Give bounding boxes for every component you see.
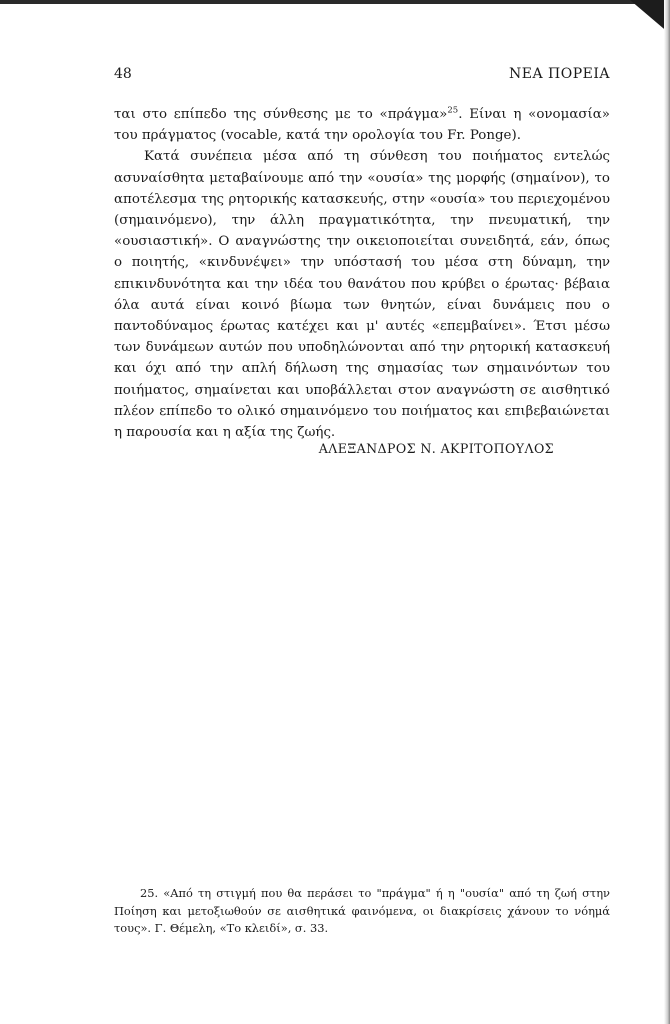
paragraph-continuation-text: ται στο επίπεδο της σύνθεσης με το «πράγμα»: [114, 107, 448, 122]
footnote: [114, 885, 610, 938]
paragraph-continuation-text-after: . Είναι η «ονομασία» του πράγματος (vocable, κατά την ορολογία του Fr. Ponge).: [114, 107, 610, 144]
page-number: 48: [114, 66, 132, 82]
page-header: [114, 66, 610, 90]
article-body: [114, 104, 610, 443]
footnote-reference: 25: [447, 105, 459, 116]
author-signature: ΑΛΕΞΑΝΔΡΟΣ Ν. ΑΚΡΙΤΟΠΟΥΛΟΣ: [318, 441, 554, 456]
footnote-text: 25. «Από τη στιγμή που θα περάσει το "πράγμα" ή η "ουσία" από τη ζωή στην Ποίηση και μετοξιωθούν σε αισθητικά φαινόμενα, οι διακρίσεις χάνουν το νόημά τους». Γ. Θέμελη, «Το κλειδί», σ. 33.: [114, 886, 610, 935]
paragraph-continuation: [114, 104, 610, 146]
scan-edge-right: [664, 0, 670, 1024]
running-title: ΝΕΑ ΠΟΡΕΙΑ: [509, 66, 610, 82]
scan-edge-top: [0, 0, 670, 4]
paragraph-main: Κατά συνέπεια μέσα από τη σύνθεση του ποιήματος εντελώς ασυναίσθητα μεταβαίνουμε από την «ουσία» της μορφής (σημαίνον), το αποτέλεσμα της ρητορικής κατασκευής, στην «ουσία» του περιεχομένου (σημαινόμενο), την άλλη πραγματικότητα, την πνευματική, την «ουσιαστική». Ο αναγνώστης την οικειοποιείται συνειδητά, εάν, όπως ο ποιητής, «κινδυνέψει» την υπόστασή του μέσα στη δύναμη, την επικινδυνότητα και την ιδέα του θανάτου που κρύβει ο έρωτας· βέβαια όλα αυτά είναι κοινό βίωμα των θνητών, είναι δυνάμεις που ο παντοδύναμος έρωτας κατέχει και μ' αυτές «επεμβαίνει». Έτσι μέσω των δυνάμεων αυτών που υποδηλώνονται από την ρητορική κατασκευή και όχι από την απλή δήλωση της σημασίας των σημαινόντων του ποιήματος, σημαίνεται και υποβάλλεται στον αναγνώστη σε αισθητικό πλέον επίπεδο το ολικό σημαινόμενο του ποιήματος και επιβεβαιώνεται η παρουσία και η αξία της ζωής.: [114, 149, 610, 441]
